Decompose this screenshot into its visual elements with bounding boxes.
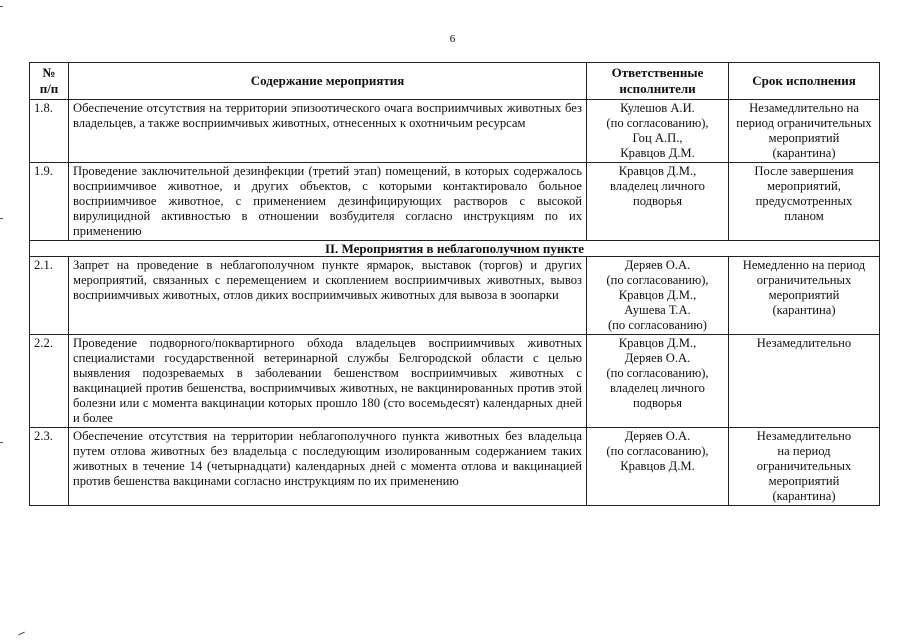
row-responsible bbox=[587, 163, 729, 241]
row-number: 2.2. bbox=[30, 335, 69, 428]
row-number: 2.1. bbox=[30, 257, 69, 335]
row-content: Обеспечение отсутствия на территории неблагополучного пункта животных без владельца путем отлова животных без владельца с последующим изолированным содержанием таких животных в течение 14 (четырнадцати) календарных дней с момента отлова и вакцинацией против бешенства вакцинами согласно инструкциям по их применению bbox=[69, 428, 587, 506]
responsible-line: Гоц А.П., bbox=[632, 131, 683, 145]
responsible-line: Кравцов Д.М. bbox=[620, 146, 695, 160]
header-content: Содержание мероприятия bbox=[69, 63, 587, 100]
row-deadline bbox=[729, 335, 880, 428]
table-row bbox=[30, 428, 880, 506]
section-row bbox=[30, 241, 880, 257]
row-number: 1.9. bbox=[30, 163, 69, 241]
row-deadline bbox=[729, 428, 880, 506]
responsible-line: подворья bbox=[632, 396, 683, 410]
deadline-line: Незамедлительно на bbox=[749, 101, 859, 115]
scan-artifact-mark bbox=[18, 632, 25, 636]
deadline-line: период ограничительных bbox=[736, 116, 872, 130]
deadline-line: мероприятий bbox=[768, 474, 840, 488]
deadline-line: Немедленно на период bbox=[742, 258, 866, 272]
responsible-line: (по согласованию), bbox=[606, 444, 709, 458]
responsible-line: Деряев О.А. bbox=[624, 351, 691, 365]
table-row bbox=[30, 100, 880, 163]
deadline-line: (карантина) bbox=[772, 303, 836, 317]
scan-edge-mark bbox=[0, 6, 3, 7]
header-num: № п/п bbox=[30, 63, 69, 100]
table-row bbox=[30, 163, 880, 241]
responsible-line: (по согласованию) bbox=[607, 318, 707, 332]
deadline-line: планом bbox=[784, 209, 824, 223]
row-content: Запрет на проведение в неблагополучном пункте ярмарок, выставок (торгов) и других мероприятий, связанных с перемещением и скоплением восприимчивых животных, вывоз восприимчивых животных, отлов диких восприимчивых животных для вывоза в зоопарки bbox=[69, 257, 587, 335]
row-deadline bbox=[729, 257, 880, 335]
row-responsible bbox=[587, 428, 729, 506]
plan-table bbox=[29, 62, 880, 506]
responsible-line: Аушева Т.А. bbox=[624, 303, 691, 317]
table-row bbox=[30, 257, 880, 335]
deadline-line: Незамедлительно bbox=[756, 429, 852, 443]
deadline-line: (карантина) bbox=[772, 146, 836, 160]
row-responsible bbox=[587, 100, 729, 163]
page-number: 6 bbox=[449, 33, 456, 45]
responsible-line: Кравцов Д.М. bbox=[620, 459, 695, 473]
responsible-line: Кулешов А.И. bbox=[620, 101, 695, 115]
row-content: Проведение подворного/поквартирного обхода владельцев восприимчивых животных специалистами государственной ветеринарной службы Белгородской области с целью выявления подозреваемых в заболевании бешенством восприимчивых животных с вакцинацией против бешенства, восприимчивых животных, не вакцинированных против этой болезни или с момента вакцинации которых прошло 180 (сто восемьдесят) календарных дней и более bbox=[69, 335, 587, 428]
scan-edge-mark bbox=[0, 442, 3, 443]
header-deadline: Срок исполнения bbox=[729, 63, 880, 100]
deadline-line: ограничительных bbox=[756, 459, 852, 473]
responsible-line: (по согласованию), bbox=[606, 366, 709, 380]
deadline-line: мероприятий bbox=[768, 288, 840, 302]
deadline-line: Незамедлительно bbox=[756, 336, 852, 350]
row-deadline bbox=[729, 163, 880, 241]
deadline-line: мероприятий, bbox=[767, 179, 841, 193]
responsible-line: владелец личного bbox=[610, 381, 705, 395]
deadline-line: (карантина) bbox=[772, 489, 836, 503]
header-responsible: Ответственные исполнители bbox=[587, 63, 729, 100]
table-row bbox=[30, 335, 880, 428]
deadline-line: ограничительных bbox=[756, 273, 852, 287]
row-deadline bbox=[729, 100, 880, 163]
responsible-line: Кравцов Д.М., bbox=[618, 164, 697, 178]
row-number: 1.8. bbox=[30, 100, 69, 163]
responsible-line: (по согласованию), bbox=[606, 116, 709, 130]
scan-edge-mark bbox=[0, 218, 3, 219]
responsible-line: владелец личного bbox=[610, 179, 705, 193]
deadline-line: После завершения bbox=[754, 164, 854, 178]
row-content: Проведение заключительной дезинфекции (третий этап) помещений, в которых содержалось восприимчивое животное, и других объектов, с которыми контактировало больное восприимчивое животное, с применением дезинфицирующих растворов с высокой вирулицидной активностью в отношении возбудителя согласно инструкциям по их применению bbox=[69, 163, 587, 241]
responsible-line: Деряев О.А. bbox=[624, 429, 691, 443]
responsible-line: Кравцов Д.М., bbox=[618, 336, 697, 350]
responsible-line: подворья bbox=[632, 194, 683, 208]
row-responsible bbox=[587, 257, 729, 335]
table-header-row bbox=[30, 63, 880, 100]
section-title: II. Мероприятия в неблагополучном пункте bbox=[30, 241, 880, 257]
deadline-line: предусмотренных bbox=[755, 194, 853, 208]
responsible-line: Деряев О.А. bbox=[624, 258, 691, 272]
responsible-line: Кравцов Д.М., bbox=[618, 288, 697, 302]
row-number: 2.3. bbox=[30, 428, 69, 506]
responsible-line: (по согласованию), bbox=[606, 273, 709, 287]
deadline-line: мероприятий bbox=[768, 131, 840, 145]
row-responsible bbox=[587, 335, 729, 428]
row-content: Обеспечение отсутствия на территории эпизоотического очага восприимчивых животных без владельцев, а также восприимчивых животных, отнесенных к охотничьим ресурсам bbox=[69, 100, 587, 163]
deadline-line: на период bbox=[777, 444, 831, 458]
